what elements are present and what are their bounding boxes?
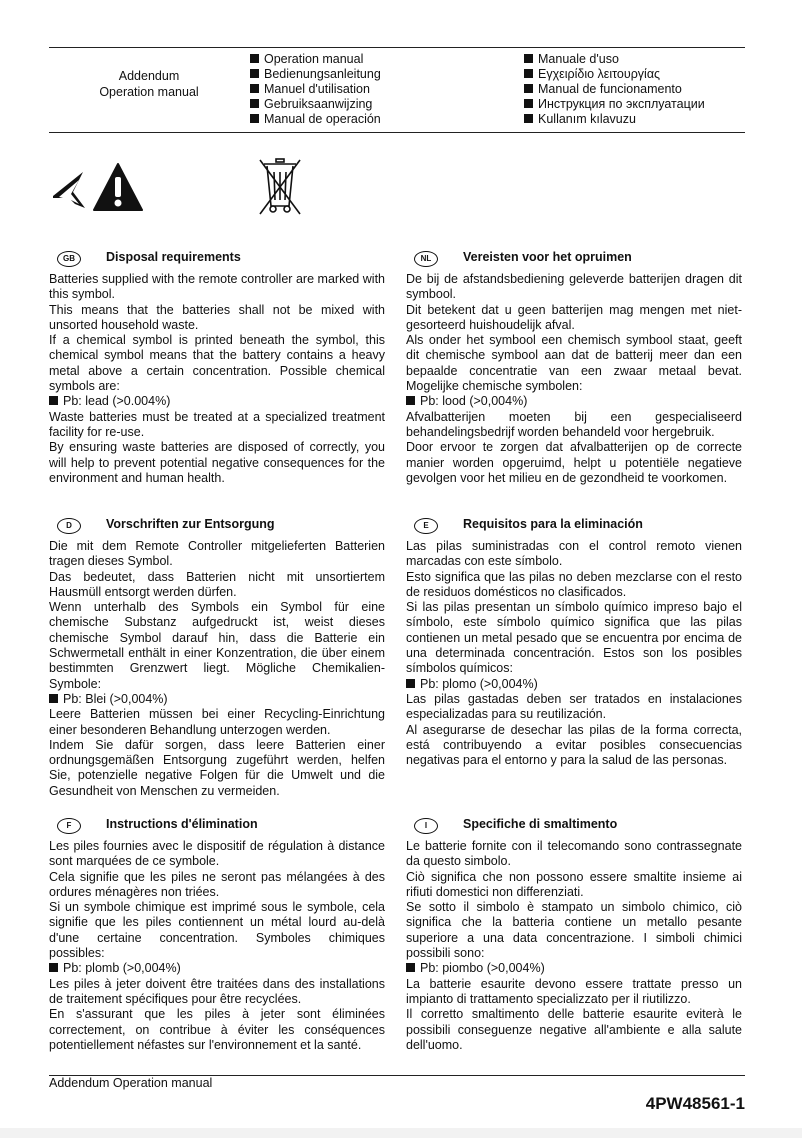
square-bullet-icon <box>49 963 58 972</box>
paragraph: Se sotto il simbolo è stampato un simbolo chimico, ciò significa che la batteria contiene un metallo pesante superiore a una data concentrazione. I simboli chimici possibili sono: <box>406 900 742 961</box>
bullet-item: Pb: lead (>0.004%) <box>49 394 385 409</box>
paragraph: En s'assurant que les piles à jeter sont éliminées correctement, on contribue à éviter les conséquences potentiellement néfastes sur l'environnement et la santé. <box>49 1007 385 1052</box>
language-badge: D <box>57 518 81 534</box>
paragraph: Waste batteries must be treated at a specialized treatment facility for re-use. <box>49 409 385 439</box>
language-list-2 <box>524 52 705 127</box>
paragraph: Leere Batterien müssen bei einer Recycling-Einrichtung einer besonderen Behandlung unterzogen werden. <box>49 707 385 737</box>
language-item: Gebruiksaanwijzing <box>250 97 381 112</box>
paragraph: Door ervoor te zorgen dat afvalbatterijen op de correcte manier worden opgeruimd, helpt u potentiële negatieve gevolgen voor het milieu en de gezondheid te voorkomen. <box>406 440 742 485</box>
language-item: Kullanım kılavuzu <box>524 112 705 127</box>
bullet-item: Pb: piombo (>0,004%) <box>406 961 742 976</box>
bullet-item: Pb: lood (>0,004%) <box>406 394 742 409</box>
language-badge: GB <box>57 251 81 267</box>
language-item: Manual de operación <box>250 112 381 127</box>
section-nl <box>406 250 742 486</box>
paragraph: Afvalbatterijen moeten bij een gespecialiseerd behandelingsbedrijf worden behandeld voor hergebruik. <box>406 409 742 439</box>
square-bullet-icon <box>250 54 259 63</box>
paragraph: Cela signifie que les piles ne seront pas mélangées à des ordures ménagères non triées. <box>49 869 385 899</box>
paragraph: This means that the batteries shall not be mixed with unsorted household waste. <box>49 302 385 332</box>
square-bullet-icon <box>250 84 259 93</box>
paragraph: Si un symbole chimique est imprimé sous le symbole, cela signifie que les piles contiennent un métal lourd au-delà d'une certaine concentration. Symboles chimiques possibles: <box>49 900 385 961</box>
warning-hand-icon <box>49 168 91 212</box>
section-title: Specifiche di smaltimento <box>463 817 618 831</box>
section-title: Vereisten voor het opruimen <box>463 250 632 264</box>
paragraph: Al asegurarse de desechar las pilas de la forma correcta, está contribuyendo a evitar posibles consecuencias negativas para el entorno y para la salud de las personas. <box>406 722 742 768</box>
language-badge: F <box>57 818 81 834</box>
square-bullet-icon <box>250 99 259 108</box>
square-bullet-icon <box>406 963 415 972</box>
title-line-2: Operation manual <box>99 85 199 99</box>
paragraph: Esto significa que las pilas no deben mezclarse con el resto de residuos domésticos no clasificados. <box>406 569 742 599</box>
paragraph: La batterie esaurite devono essere trattate presso un impianto di trattamento specializzato per il riutilizzo. <box>406 976 742 1006</box>
square-bullet-icon <box>49 396 58 405</box>
paragraph: Si las pilas presentan un símbolo químico impreso bajo el símbolo, este símbolo químico significa que las pilas contienen un metal pesado que se encuentra por encima de una determinada concentración. Estos son los posibles símbolos químicos: <box>406 600 742 676</box>
section-f <box>49 817 385 1053</box>
bullet-item: Pb: plomb (>0,004%) <box>49 961 385 976</box>
bottom-edge <box>0 1128 802 1138</box>
header-bottom-rule <box>49 132 745 133</box>
paragraph: Als onder het symbool een chemisch symbool staat, geeft dit chemische symbool aan dat de batterij meer dan een bepaalde concentratie van een zwaar metaal bevat. Mogelijke chemische symbolen: <box>406 333 742 394</box>
section-title: Disposal requirements <box>106 250 241 264</box>
language-item: Инструкция по эксплуатации <box>524 97 705 112</box>
paragraph: Das bedeutet, dass Batterien nicht mit unsortiertem Hausmüll entsorgt werden dürfen. <box>49 569 385 599</box>
paragraph: Les piles fournies avec le dispositif de régulation à distance sont marquées de ce symbole. <box>49 839 385 869</box>
paragraph: Wenn unterhalb des Symbols ein Symbol für eine chemische Substanz aufgedruckt ist, weist dieses chemische Symbol darauf hin, dass die Batterie ein Schwermetall enthält in einer Konzentration, die über einem bestimmten Grenzwert liegt. Mögliche Chemikalien-Symbole: <box>49 600 385 691</box>
language-item: Manual de funcionamento <box>524 82 705 97</box>
language-item: Manuale d'uso <box>524 52 705 67</box>
square-bullet-icon <box>524 84 533 93</box>
language-item: Bedienungsanleitung <box>250 67 381 82</box>
section-title: Instructions d'élimination <box>106 817 258 831</box>
paragraph: Batteries supplied with the remote controller are marked with this symbol. <box>49 272 385 302</box>
language-badge: I <box>414 818 438 834</box>
language-badge: E <box>414 518 438 534</box>
paragraph: Ciò significa che non possono essere smaltite insieme ai rifiuti domestici non differenziati. <box>406 869 742 899</box>
language-item: Εγχειρίδιο λειτουργίας <box>524 67 705 82</box>
section-gb <box>49 250 385 486</box>
square-bullet-icon <box>524 54 533 63</box>
bullet-item: Pb: Blei (>0,004%) <box>49 692 385 707</box>
crossed-bin-icon <box>256 156 304 216</box>
paragraph: Las pilas gastadas deben ser tratados en instalaciones especializadas para su reutilización. <box>406 691 742 722</box>
section-i <box>406 817 742 1053</box>
language-item: Operation manual <box>250 52 381 67</box>
paragraph: Le batterie fornite con il telecomando sono contrassegnate da questo simbolo. <box>406 839 742 869</box>
square-bullet-icon <box>406 396 415 405</box>
title-line-1: Addendum <box>118 69 180 83</box>
section-d <box>49 517 385 799</box>
paragraph: If a chemical symbol is printed beneath the symbol, this chemical symbol means that the battery contains a heavy metal above a certain concentration. Possible chemical symbols are: <box>49 333 385 394</box>
square-bullet-icon <box>250 114 259 123</box>
paragraph: Die mit dem Remote Controller mitgelieferten Batterien tragen dieses Symbol. <box>49 539 385 569</box>
square-bullet-icon <box>524 114 533 123</box>
square-bullet-icon <box>524 69 533 78</box>
document-title <box>49 68 249 100</box>
paragraph: Las pilas suministradas con el control remoto vienen marcadas con este símbolo. <box>406 539 742 569</box>
paragraph: Il corretto smaltimento delle batterie esaurite eviterà le possibili conseguenze negative all'ambiente e alla salute dell'uomo. <box>406 1007 742 1052</box>
footer-title: Addendum Operation manual <box>49 1076 213 1090</box>
section-title: Vorschriften zur Entsorgung <box>106 517 275 531</box>
paragraph: De bij de afstandsbediening geleverde batterijen dragen dit symbool. <box>406 272 742 302</box>
square-bullet-icon <box>524 99 533 108</box>
language-item: Manuel d'utilisation <box>250 82 381 97</box>
section-title: Requisitos para la eliminación <box>463 517 643 531</box>
paragraph: Les piles à jeter doivent être traitées dans des installations de traitement spécifiques pour être recyclées. <box>49 976 385 1006</box>
section-e <box>406 517 742 768</box>
paragraph: By ensuring waste batteries are disposed of correctly, you will help to prevent potential negative consequences for the environment and human health. <box>49 440 385 485</box>
paragraph: Dit betekent dat u geen batterijen mag mengen met niet-gesorteerd huishoudelijk afval. <box>406 302 742 332</box>
warning-triangle-icon <box>92 162 144 212</box>
top-rule <box>49 47 745 48</box>
square-bullet-icon <box>49 694 58 703</box>
paragraph: Indem Sie dafür sorgen, dass leere Batterien einer ordnungsgemäßen Entsorgung zugeführt werden, helfen Sie, potenzielle negative Folgen für die Umwelt und die Gesundheit von Menschen zu vermeiden. <box>49 737 385 798</box>
square-bullet-icon <box>406 679 415 688</box>
document-code: 4PW48561-1 <box>645 1094 745 1113</box>
language-list-1 <box>250 52 381 127</box>
square-bullet-icon <box>250 69 259 78</box>
language-badge: NL <box>414 251 438 267</box>
bullet-item: Pb: plomo (>0,004%) <box>406 677 742 692</box>
